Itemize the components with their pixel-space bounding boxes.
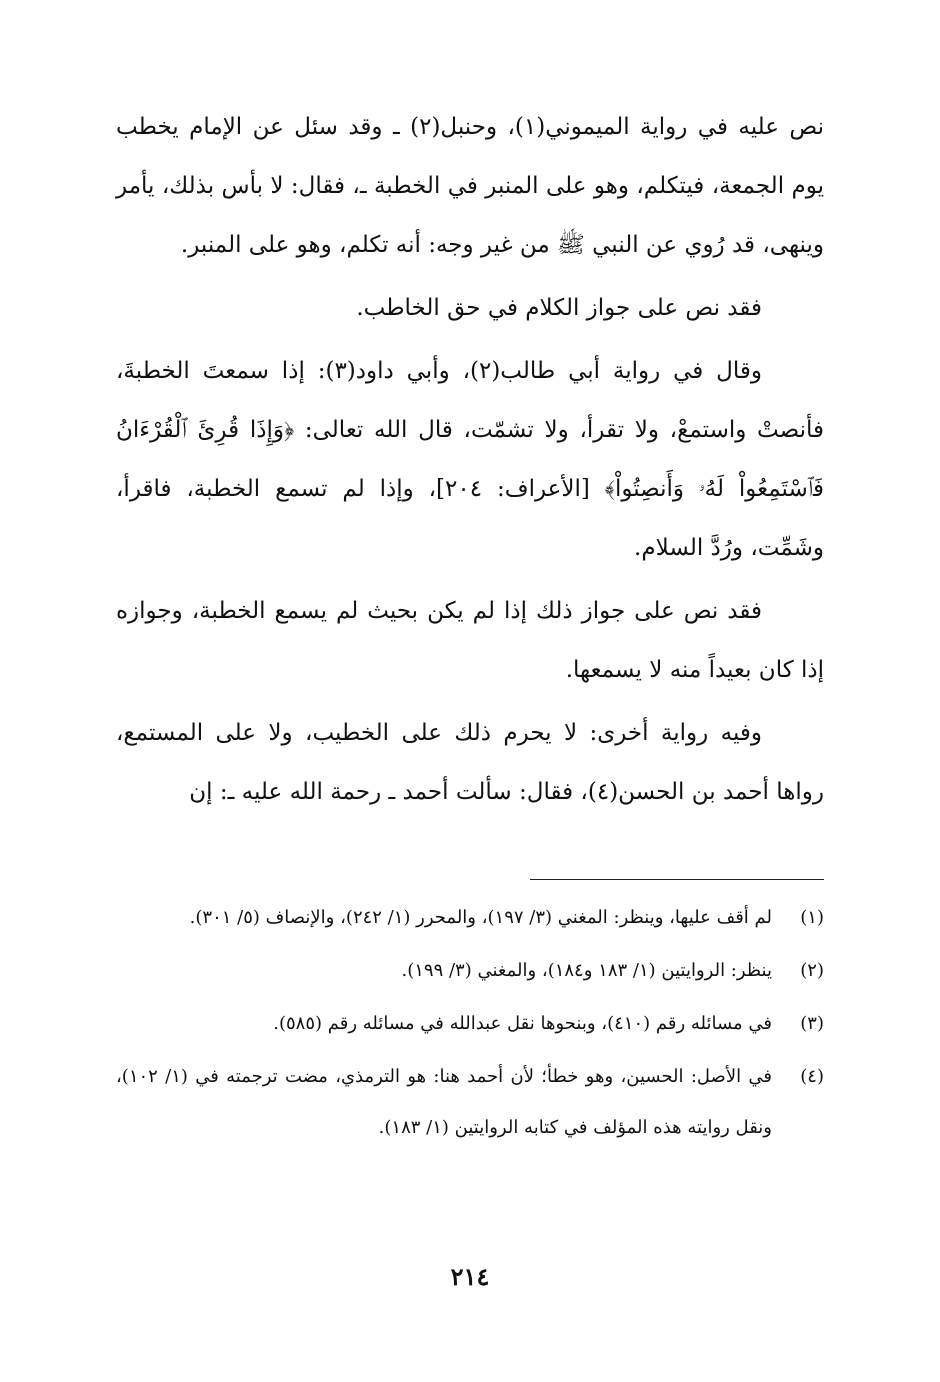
page-number: ٢١٤	[450, 1262, 490, 1291]
footnote-text: في مسائله رقم (٤١٠)، وبنحوها نقل عبدالله في مسائله رقم (٥٨٥).	[273, 1013, 772, 1034]
footnote-text: لم أقف عليها، وينظر: المغني (٣/ ١٩٧)، والمحرر (١/ ٢٤٢)، والإنصاف (٥/ ٣٠١).	[189, 907, 772, 928]
paragraph-5: وفيه رواية أخرى: لا يحرم ذلك على الخطيب، ولا على المستمع، رواها أحمد بن الحسن(٤)، فقال: سألت أحمد ـ رحمة الله عليه ـ: إن	[116, 720, 824, 805]
footnote-number: (١)	[800, 907, 824, 928]
footnote-number: (٤)	[800, 1066, 824, 1087]
footnote-4	[116, 1051, 824, 1153]
footnote-text: في الأصل: الحسين، وهو خطأ؛ لأن أحمد هنا: هو الترمذي، مضت ترجمته في (١/ ١٠٢)، ونقل روايته هذه المؤلف في كتابه الروايتين (١/ ١٨٣).	[116, 1066, 772, 1138]
footnotes	[116, 892, 824, 1155]
footnote-divider	[530, 879, 824, 880]
main-text	[116, 98, 824, 826]
footnote-3	[116, 998, 824, 1049]
paragraph-4: فقد نص على جواز ذلك إذا لم يكن بحيث لم يسمع الخطبة، وجوازه إذا كان بعيداً منه لا يسمعها.	[116, 598, 824, 683]
paragraph-2: فقد نص على جواز الكلام في حق الخاطب.	[356, 295, 762, 321]
footnote-1	[116, 892, 824, 943]
paragraph-1: نص عليه في رواية الميموني(١)، وحنبل(٢) ـ وقد سئل عن الإمام يخطب يوم الجمعة، فيتكلم، وهو على المنبر في الخطبة ـ، فقال: لا بأس بذلك، يأمر وينهى، قد رُوي عن النبي ﷺ من غير وجه: أنه تكلم، وهو على المنبر.	[116, 114, 824, 258]
footnote-number: (٢)	[800, 960, 824, 981]
footnote-2	[116, 945, 824, 996]
footnote-text: ينظر: الروايتين (١/ ١٨٣ و١٨٤)، والمغني (٣/ ١٩٩).	[401, 960, 772, 981]
footnote-number: (٣)	[800, 1013, 824, 1034]
paragraph-3: وقال في رواية أبي طالب(٢)، وأبي داود(٣): إذا سمعتَ الخطبةَ، فأنصتْ واستمعْ، ولا تقرأ، ولا تشمّت، قال الله تعالى: ﴿وَإِذَا قُرِئَ ٱلْقُرْءَانُ فَٱسْتَمِعُواْ لَهُۥ وَأَنصِتُواْ﴾ [الأعراف: ٢٠٤]، وإذا لم تسمع الخطبة، فاقرأ، وشَمِّت، ورُدَّ السلام.	[116, 358, 825, 561]
